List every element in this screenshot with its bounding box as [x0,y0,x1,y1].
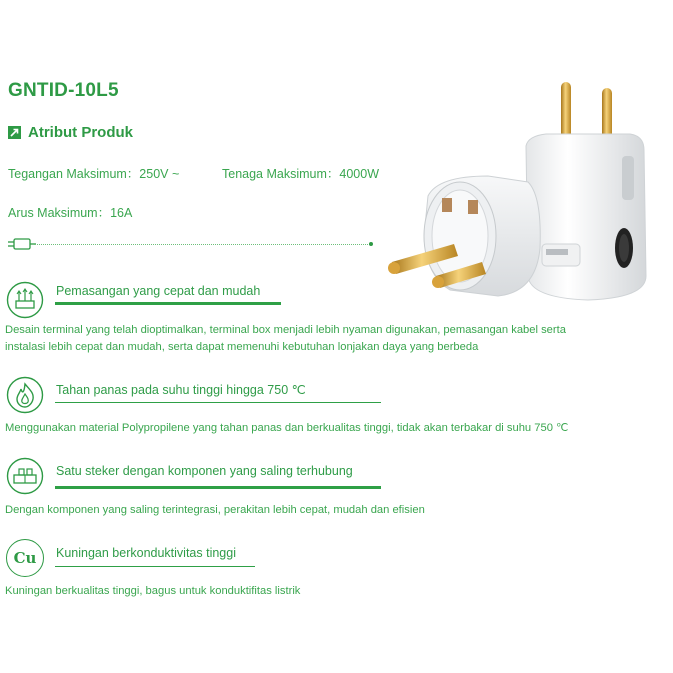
product-model-title: GNTID-10L5 [8,80,119,101]
terminal-box-icon [6,281,44,319]
feature-title-brass-conductivity: Kuningan berkonduktivitas tinggi [56,546,236,560]
feature-desc-heat-resistant: Menggunakan material Polypropilene yang tahan panas dan berkualitas tinggi, tidak akan terbakar di suhu 750 ℃ [5,422,569,434]
feature-title-integrated-components: Satu steker dengan komponen yang saling terhubung [56,464,353,478]
feature-title-heat-resistant: Tahan panas pada suhu tinggi hingga 750 ℃ [56,383,306,397]
feature-underline [55,566,255,567]
attribute-heading [8,124,133,141]
feature-desc-quick-install-line1: Desain terminal yang telah dioptimalkan, terminal box menjadi lebih nyaman digunakan, pemasangan kabel serta [5,324,566,336]
feature-title-quick-install: Pemasangan yang cepat dan mudah [56,284,261,298]
spec-max-power: Tenaga Maksimum：4000W [222,167,380,181]
plug-product-image [378,76,653,316]
arrow-box-icon [8,126,21,139]
plug-cable-icon [6,236,36,252]
feature-underline [55,402,381,403]
feature-underline [55,302,281,305]
feature-desc-quick-install-line2: instalasi lebih cepat dan mudah, serta dapat memenuhi kebutuhan lonjakan daya yang berbeda [5,341,479,353]
spec-max-voltage: Tegangan Maksimum：250V ~ [8,167,180,181]
spec-max-current: Arus Maksimum：16A [8,206,133,220]
feature-desc-brass-conductivity: Kuningan berkualitas tinggi, bagus untuk konduktifitas listrik [5,585,301,597]
cable-end-dot [369,242,373,246]
attribute-heading-label: Atribut Produk [28,124,133,141]
connected-components-icon [6,457,44,495]
cable-divider [34,244,370,245]
cu-element-icon [6,539,44,577]
feature-desc-integrated-components: Dengan komponen yang saling terintegrasi, perakitan lebih cepat, mudah dan efisien [5,504,425,516]
flame-icon [6,376,44,414]
cu-element-icon-text: Cu [13,549,37,567]
feature-underline [55,486,381,489]
